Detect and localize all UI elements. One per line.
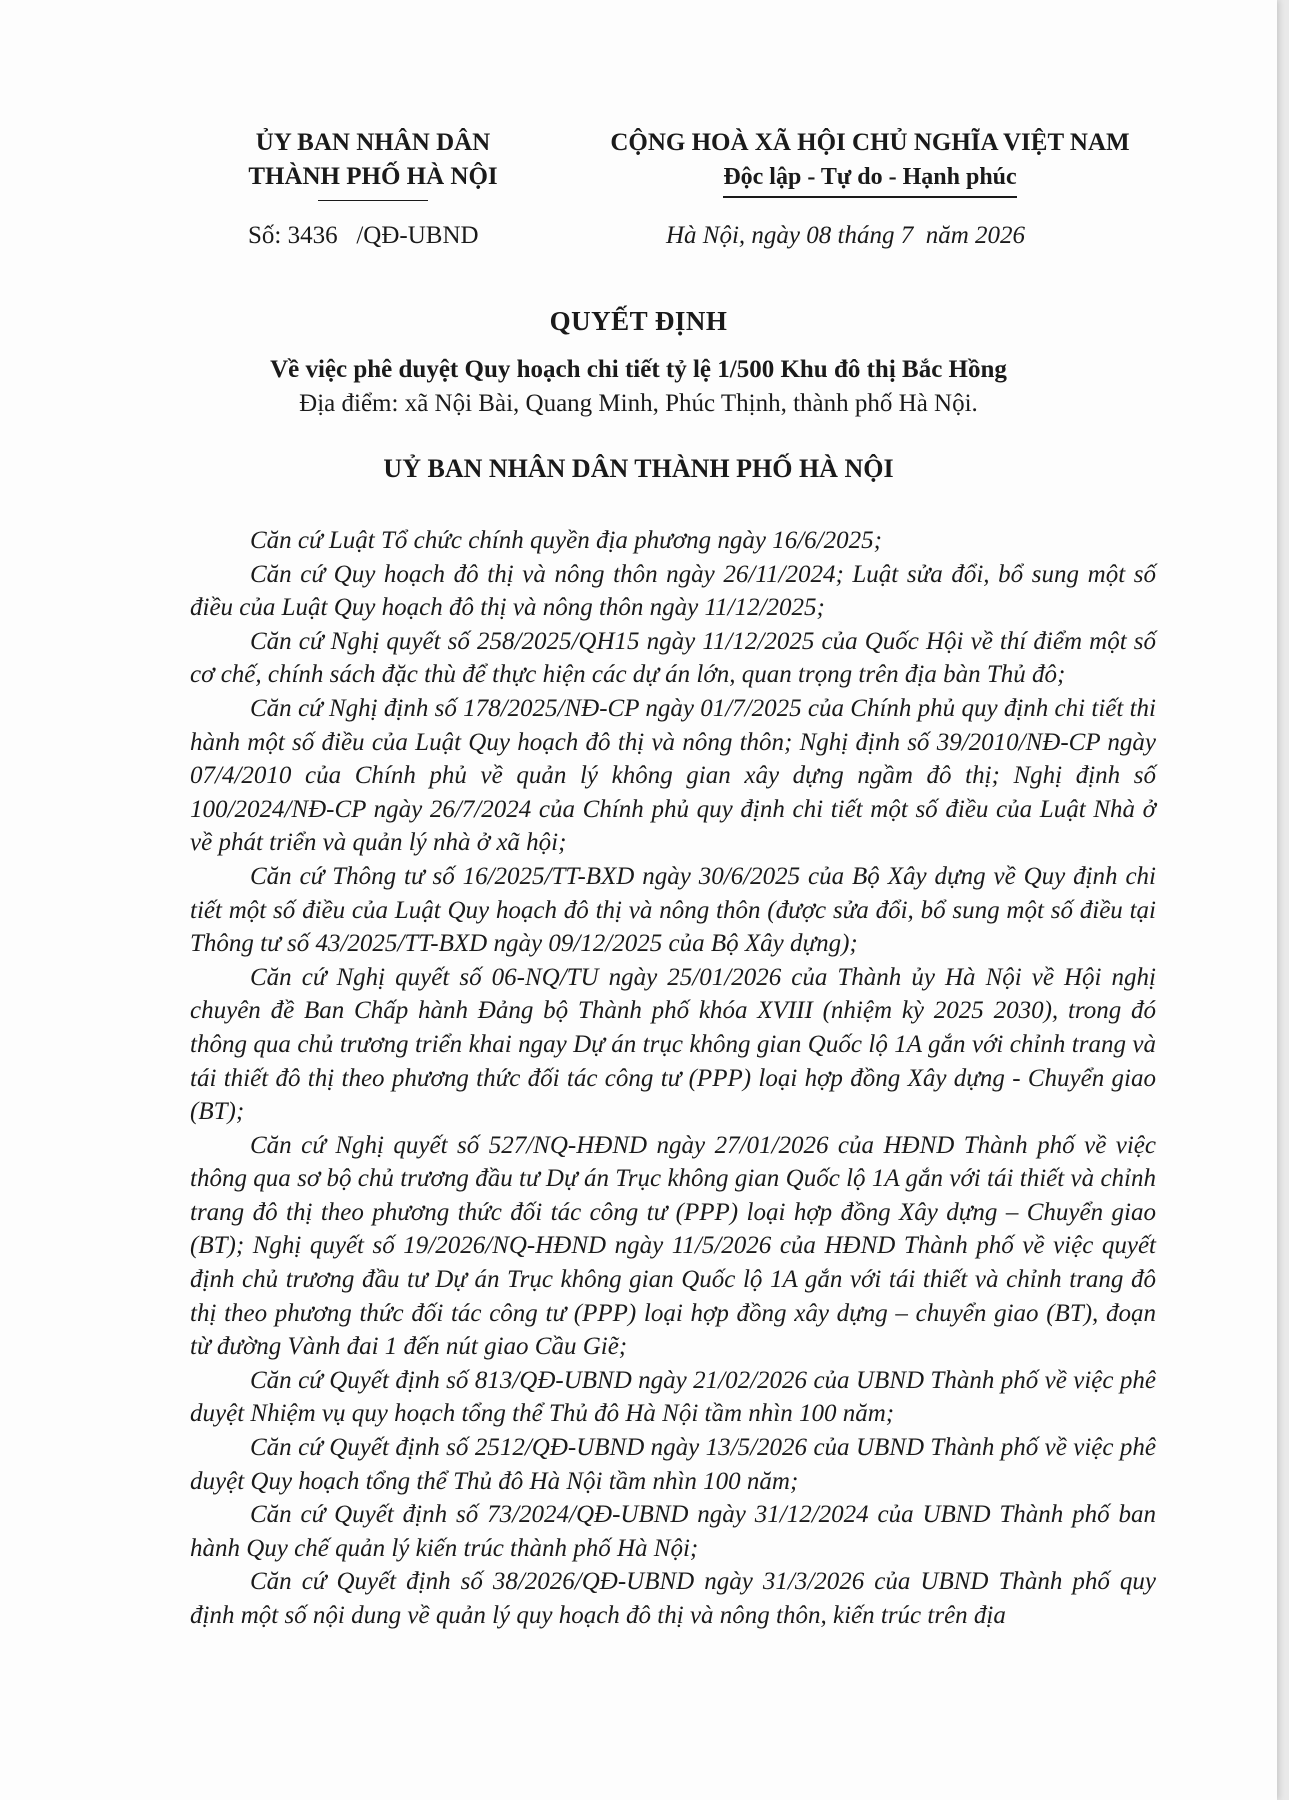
legal-basis-paragraph: Căn cứ Quyết định số 73/2024/QĐ-UBND ngày 31/12/2024 của UBND Thành phố ban hành Quy chế quản lý kiến trúc thành phố Hà Nội; bbox=[190, 1501, 1156, 1562]
legal-basis-paragraph: Căn cứ Nghị quyết số 06-NQ/TU ngày 25/01/2026 của Thành ủy Hà Nội về Hội nghị chuyên đề Ban Chấp hành Đảng bộ Thành phố khóa XVIII (nhiệm kỳ 2025 2030), trong đó thông qua chủ trương triển khai ngay Dự án trục không gian Quốc lộ 1A gắn với chỉnh trang và tái thiết đô thị theo phương thức đối tác công tư (PPP) loại hợp đồng Xây dựng - Chuyển giao (BT); bbox=[190, 963, 1156, 1126]
national-motto: Độc lập - Tự do - Hạnh phúc bbox=[723, 160, 1016, 198]
issuer-heading: UỶ BAN NHÂN DÂN THÀNH PHỐ HÀ NỘI bbox=[383, 454, 894, 483]
legal-basis-paragraph: Căn cứ Nghị định số 178/2025/NĐ-CP ngày 01/7/2025 của Chính phủ quy định chi tiết thi hành một số điều của Luật Quy hoạch đô thị và nông thôn; Nghị định số 39/2010/NĐ-CP ngày 07/4/2010 của Chính phủ về quản lý không gian xây dựng ngầm đô thị; Nghị định số 100/2024/NĐ-CP ngày 26/7/2024 của Chính phủ quy định chi tiết một số điều của Luật Nhà ở về phát triển và quản lý nhà ở xã hội; bbox=[190, 694, 1156, 857]
legal-basis-paragraph: Căn cứ Thông tư số 16/2025/TT-BXD ngày 30/6/2025 của Bộ Xây dựng về Quy định chi tiết một số điều của Luật Quy hoạch đô thị và nông thôn (được sửa đổi, bổ sung một số điều tại Thông tư số 43/2025/TT-BXD ngày 09/12/2025 của Bộ Xây dựng); bbox=[190, 862, 1156, 958]
legal-basis-paragraph: Căn cứ Quyết định số 2512/QĐ-UBND ngày 13/5/2026 của UBND Thành phố về việc phê duyệt Quy hoạch tổng thể Thủ đô Hà Nội tầm nhìn 100 năm; bbox=[190, 1434, 1156, 1495]
authority-underline bbox=[318, 200, 428, 201]
legal-basis-paragraph: Căn cứ Quy hoạch đô thị và nông thôn ngày 26/11/2024; Luật sửa đổi, bổ sung một số điều của Luật Quy hoạch đô thị và nông thôn ngày 11/12/2025; bbox=[190, 560, 1156, 622]
legal-basis-paragraph: Căn cứ Quyết định số 813/QĐ-UBND ngày 21/02/2026 của UBND Thành phố về việc phê duyệt Nhiệm vụ quy hoạch tổng thể Thủ đô Hà Nội tầm nhìn 100 năm; bbox=[190, 1366, 1156, 1428]
document-number: Số: 3436 /QĐ-UBND bbox=[248, 222, 479, 249]
legal-basis-paragraph: Căn cứ Quyết định số 38/2026/QĐ-UBND ngày 31/3/2026 của UBND Thành phố quy định một số nội dung về quản lý quy hoạch đô thị và nông thôn, kiến trúc trên địa bbox=[190, 1568, 1156, 1629]
document-title: QUYẾT ĐỊNH bbox=[549, 306, 728, 336]
issuing-authority bbox=[228, 126, 518, 194]
legal-basis-paragraph: Căn cứ Nghị quyết số 258/2025/QH15 ngày 11/12/2025 của Quốc Hội về thí điểm một số cơ chế, chính sách đặc thù để thực hiện các dự án lớn, quan trọng trên địa bàn Thủ đô; bbox=[190, 627, 1156, 689]
national-heading bbox=[570, 126, 1170, 198]
authority-line-2: THÀNH PHỐ HÀ NỘI bbox=[248, 163, 498, 190]
country-name: CỘNG HOÀ XÃ HỘI CHỦ NGHĨA VIỆT NAM bbox=[610, 129, 1130, 156]
document-body bbox=[190, 524, 1156, 1633]
document-date: Hà Nội, ngày 08 tháng 7 năm 2026 bbox=[666, 222, 1026, 249]
authority-line-1: ỦY BAN NHÂN DÂN bbox=[255, 129, 491, 156]
legal-basis-paragraph: Căn cứ Nghị quyết số 527/NQ-HĐND ngày 27/01/2026 của HĐND Thành phố về việc thông qua sơ bộ chủ trương đầu tư Dự án Trục không gian Quốc lộ 1A gắn với tái thiết và chỉnh trang đô thị theo phương thức đối tác công tư (PPP) loại hợp đồng Xây dựng – Chuyển giao (BT); Nghị quyết số 19/2026/NQ-HĐND ngày 11/5/2026 của HĐND Thành phố về việc quyết định chủ trương đầu tư Dự án Trục không gian Quốc lộ 1A gắn với tái thiết và chỉnh trang đô thị theo phương thức đối tác công tư (PPP) loại hợp đồng xây dựng – chuyển giao (BT), đoạn từ đường Vành đai 1 đến nút giao Cầu Giẽ; bbox=[190, 1131, 1156, 1361]
document-subtitle: Về việc phê duyệt Quy hoạch chi tiết tỷ lệ 1/500 Khu đô thị Bắc Hồng bbox=[270, 356, 1007, 383]
legal-basis-paragraph: Căn cứ Luật Tổ chức chính quyền địa phương ngày 16/6/2025; bbox=[250, 527, 882, 554]
document-location: Địa điểm: xã Nội Bài, Quang Minh, Phúc Thịnh, thành phố Hà Nội. bbox=[299, 390, 978, 417]
